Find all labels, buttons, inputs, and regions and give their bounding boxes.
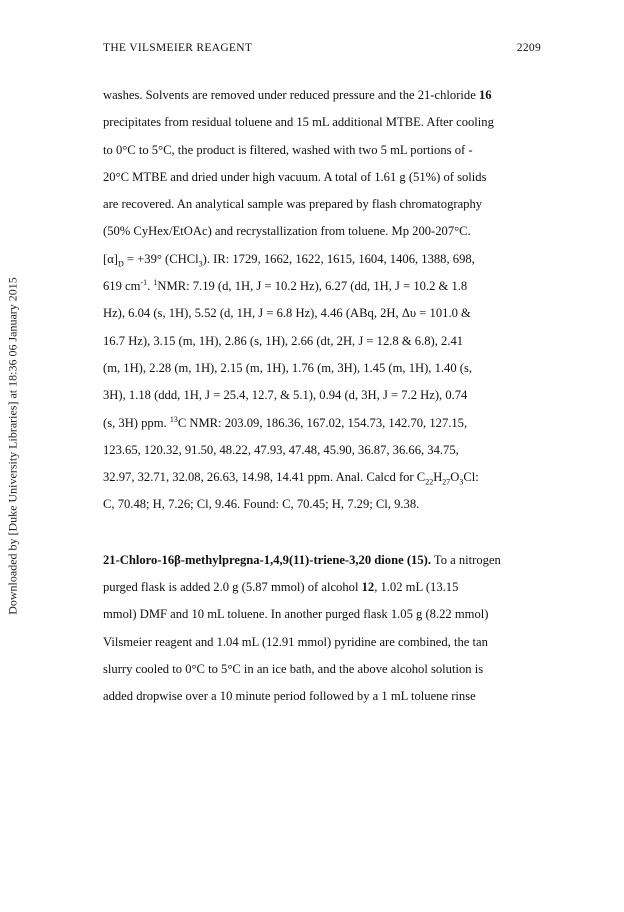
subscript: 3	[198, 259, 203, 269]
text-line: to 0°C to 5°C, the product is filtered, washed with two 5 mL portions of -	[103, 142, 473, 157]
running-header	[103, 42, 541, 58]
text-line: 20°C MTBE and dried under high vacuum. A total of 1.61 g (51%) of solids	[103, 169, 487, 184]
superscript: 13	[169, 414, 178, 424]
subscript: 27	[442, 477, 451, 487]
bold-text: 21-Chloro-16β-methylpregna-1,4,9(11)-triene-3,20 dione (15).	[103, 552, 431, 567]
text-line: Hz), 6.04 (s, 1H), 5.52 (d, 1H, J = 6.8 Hz), 4.46 (ABq, 2H, Δυ = 101.0 &	[103, 306, 471, 321]
subscript: 3	[459, 477, 464, 487]
text-line: C, 70.48; H, 7.26; Cl, 9.46. Found: C, 70.45; H, 7.29; Cl, 9.38.	[103, 497, 420, 512]
text-line: 123.65, 120.32, 91.50, 48.22, 47.93, 47.48, 45.90, 36.87, 36.66, 34.75,	[103, 442, 459, 457]
text-line: are recovered. An analytical sample was prepared by flash chromatography	[103, 197, 483, 212]
text-line: $[\alpha]_D = +39^\circ$ (CHCl$_3$). IR: 1729, 1662, 1622, 1615, 1604, 1406, 1388, 698,	[103, 251, 475, 269]
bold-text: 16	[478, 88, 492, 102]
text-line: Vilsmeier reagent and 1.04 mL (12.91 mmol) pyridine are combined, the tan	[103, 634, 488, 649]
text-line: slurry cooled to 0°C to 5°C in an ice bath, and the above alcohol solution is	[103, 661, 484, 676]
subscript: 22	[425, 477, 434, 487]
text-line: 16.7 Hz), 3.15 (m, 1H), 2.86 (s, 1H), 2.66 (dt, 2H, J = 12.8 & 6.8), 2.41	[103, 333, 464, 348]
experimental-paragraph-16	[103, 82, 553, 519]
text-line: 21-Chloro-16β-methylpregna-1,4,9(11)-triene-3,20 dione (15). To a nitrogen	[103, 552, 501, 567]
text-line: (s, 3H) ppm. $^{13}$C NMR: 203.09, 186.36, 167.02, 154.73, 142.70, 127.15,	[103, 414, 468, 430]
text-line: 32.97, 32.71, 32.08, 26.63, 14.98, 14.41 ppm. Anal. Calcd for $C_{22}H_{27}O_3Cl$:	[103, 470, 479, 487]
text-line: added dropwise over a 10 minute period followed by a 1 mL toluene rinse	[103, 689, 476, 704]
text-line: purged flask is added 2.0 g (5.87 mmol) of alcohol 12, 1.02 mL (13.15	[103, 580, 459, 595]
experimental-paragraph-15	[103, 547, 553, 711]
article-body	[103, 82, 553, 711]
paragraph-gap	[103, 519, 553, 547]
text-line: 3H), 1.18 (ddd, 1H, J = 25.4, 12.7, & 5.1), 0.94 (d, 3H, J = 7.2 Hz), 0.74	[103, 388, 468, 403]
subscript: D	[118, 259, 124, 269]
text-line: (m, 1H), 2.28 (m, 1H), 2.15 (m, 1H), 1.76 (m, 3H), 1.45 (m, 1H), 1.40 (s,	[103, 360, 473, 375]
download-watermark	[4, 246, 22, 646]
bold-text: 12	[361, 580, 375, 595]
download-watermark-text: Downloaded by [Duke University Libraries] at 18:36 06 January 2015	[5, 277, 20, 615]
page-number: 2209	[516, 42, 541, 54]
superscript: -1	[140, 277, 148, 287]
text-line: precipitates from residual toluene and 15 mL additional MTBE. After cooling	[103, 115, 494, 130]
text-line: washes. Solvents are removed under reduced pressure and the 21-chloride 16	[103, 88, 492, 102]
text-line: 619 $cm^{-1}$. $^1$NMR: 7.19 (d, 1H, J = 10.2 Hz), 6.27 (dd, 1H, J = 10.2 & 1.8	[103, 277, 468, 294]
running-title: THE VILSMEIER REAGENT	[103, 42, 253, 54]
text-line: (50% CyHex/EtOAc) and recrystallization from toluene. Mp 200-207°C.	[103, 224, 471, 239]
superscript: 1	[153, 277, 158, 287]
text-line: mmol) DMF and 10 mL toluene. In another purged flask 1.05 g (8.22 mmol)	[103, 607, 489, 622]
